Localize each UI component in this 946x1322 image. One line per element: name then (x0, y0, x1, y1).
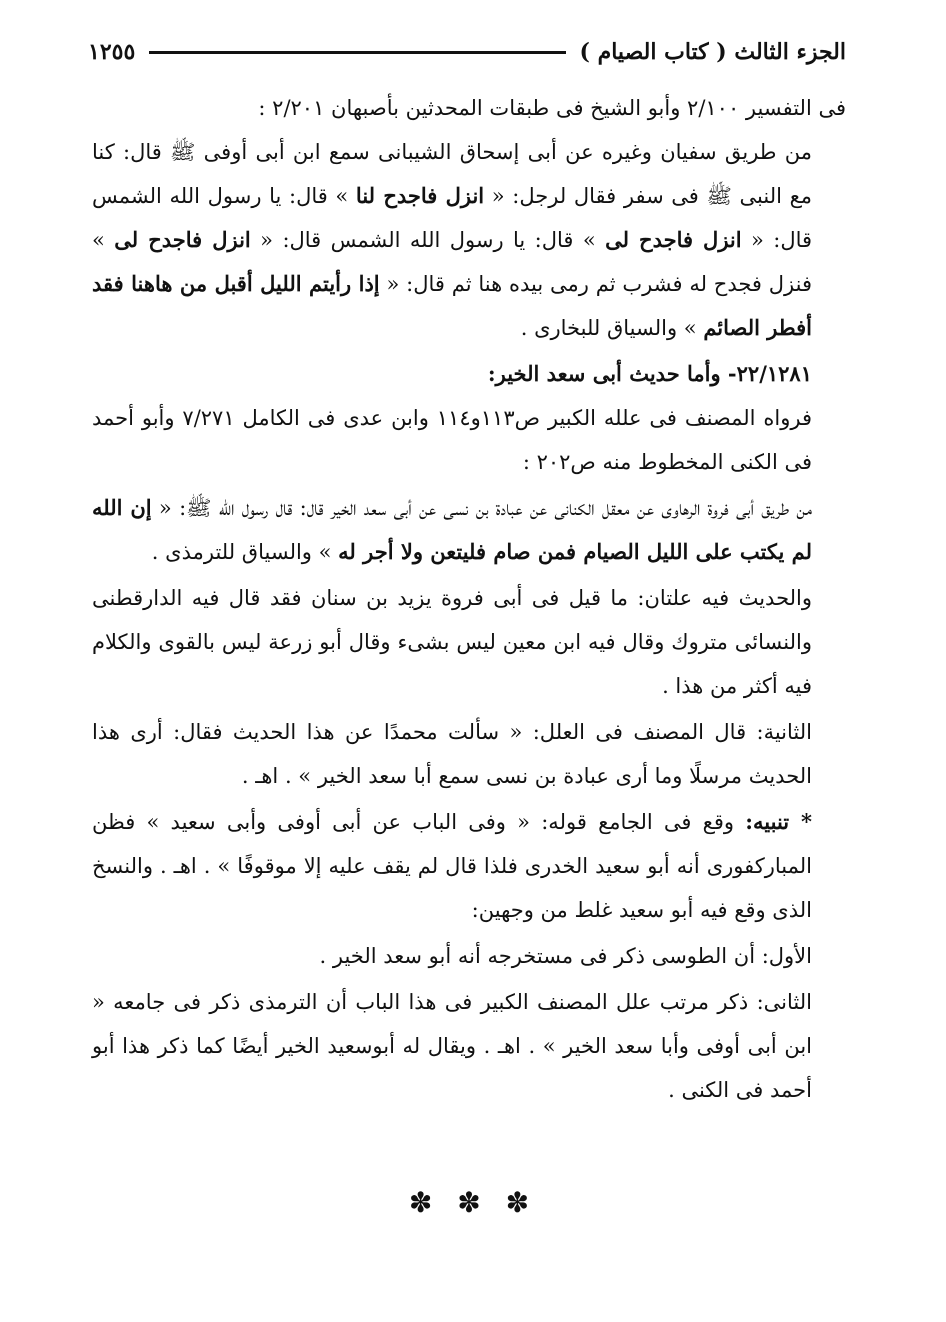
paragraph-3: فرواه المصنف فى علله الكبير ص١١٣و١١٤ وابن عدى فى الكامل ٧/٢٧١ وأبو أحمد فى الكنى المخطوط منه ص٢٠٢ : (92, 406, 812, 474)
section-heading: ٢٢/١٢٨١- وأما حديث أبى سعد الخير: (487, 361, 812, 386)
ornament-stars: ✽ ✽ ✽ (408, 1186, 538, 1219)
hadith-quote: إن الله لم يكتب على الليل الصيام فمن صام فليتعن ولا أجر له (92, 495, 812, 564)
paragraph-1: فى التفسير ٢/١٠٠ وأبو الشيخ فى طبقات المحدثين بأصبهان ٢/٢٠١ : (258, 96, 846, 120)
running-title: الجزء الثالث ( كتاب الصيام ) (579, 39, 846, 65)
hadith-quote: انزل فاجدح لى (114, 227, 251, 252)
paragraph-7 (92, 800, 846, 932)
text-run: » قال: يا رسول الله الشمس قال: « (250, 228, 606, 252)
hadith-quote: انزل فاجدح لنا (355, 183, 485, 208)
paragraph-6: الثانية: قال المصنف فى العلل: « سألت محمدًا عن هذا الحديث فقال: أرى هذا الحديث مرسلًا وما أرى عبادة بن نسى سمع أبا سعد الخير » . اهـ . (92, 720, 812, 788)
paragraph-5: والحديث فيه علتان: ما قيل فى أبى فروة يزيد بن سنان فقد قال فيه الدارقطنى والنسائى متروك وقال فيه ابن معين ليس بشىء وقال أبو زرعة ليس بالقوى والكلام فيه أكثر من هذا . (92, 586, 812, 698)
paragraph-9: الثانى: ذكر مرتب علل المصنف الكبير فى هذا الباب أن الترمذى ذكر فى جامعه « ابن أبى أوفى وأبا سعد الخير » . اهـ . ويقال له أبوسعيد الخير أيضًا كما ذكر هذا أبو أحمد فى الكنى . (92, 990, 812, 1102)
text-run: وقع فى الجامع قوله: « وفى الباب عن أبى أوفى وأبى سعيد » فظن المباركفورى أنه أبو سعيد الخدرى فلذا قال لم يقف عليه إلا موقوفًا » . اهـ . والنسخ الذى وقع فيه أبو سعيد غلط من وجهين: (92, 810, 812, 922)
note-label: * تنبيه: (745, 809, 812, 834)
text-run: من طريق سفيان وغيره عن أبى إسحاق الشيبانى سمع ابن أبى أوفى ﷺ قال: كنا مع النبى ﷺ فى سفر فقال لرجل: « (92, 140, 812, 208)
text-run: من طريق أبى فروة الرهاوى عن معقل الكنانى عن عبادة بن نسى عن أبى سعد الخير قال: قال رسول الله ﷺ: « (151, 496, 812, 520)
header-rule (149, 51, 565, 54)
page-number: ١٢٥٥ (88, 39, 136, 65)
text-run: » والسياق للترمذى . (151, 540, 339, 564)
text-run: » قال: يا رسول الله الشمس قال: « (92, 184, 813, 252)
page-body (92, 86, 846, 1112)
paragraph-2 (92, 130, 846, 350)
hadith-quote: انزل فاجدح لى (605, 227, 742, 252)
hadith-quote: إذا رأيتم الليل أقبل من هاهنا فقد أفطر الصائم (92, 271, 812, 340)
running-header (88, 34, 846, 70)
text-run: » والسياق للبخارى . (520, 316, 704, 340)
paragraph-4 (92, 486, 846, 574)
paragraph-8: الأول: أن الطوسى ذكر فى مستخرجه أنه أبو سعد الخير . (319, 944, 812, 968)
text-run: » فنزل فجدح له فشرب ثم رمى بيده هنا ثم قال: « (92, 228, 813, 296)
